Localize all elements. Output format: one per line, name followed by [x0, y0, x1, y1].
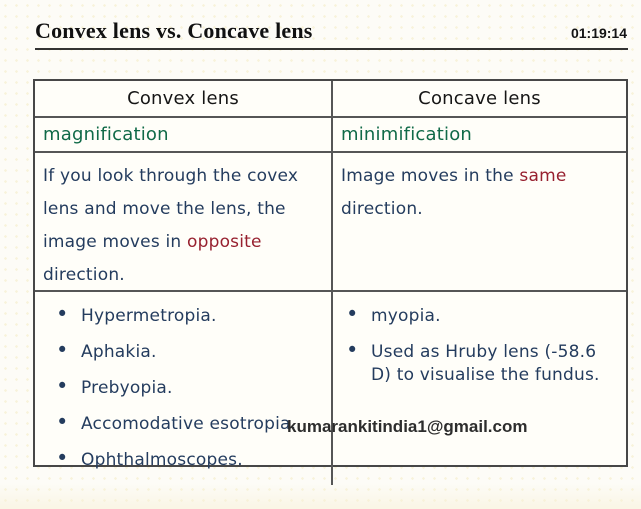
convex-behavior-highlight: opposite [187, 232, 262, 252]
convex-keyword: magnification [35, 118, 333, 153]
list-item: • Used as Hruby lens (-58.6 D) to visualise the fundus. [333, 341, 626, 387]
title-underline [35, 48, 628, 50]
convex-uses-cell [35, 292, 333, 485]
concave-behavior-post: direction. [341, 199, 423, 219]
concave-behavior-highlight: same [519, 166, 567, 186]
convex-behavior-post: direction. [43, 265, 125, 285]
concave-behavior-pre: Image moves in the [341, 166, 520, 186]
list-item: • Accomodative esotropia. [35, 413, 331, 436]
video-timestamp: 01:19:14 [570, 25, 627, 41]
convex-uses-list [35, 305, 331, 472]
list-item: • myopia. [333, 305, 626, 328]
list-item: • Ophthalmoscopes. [35, 449, 331, 472]
list-item: • Prebyopia. [35, 377, 331, 400]
column-header-concave: Concave lens [333, 81, 626, 118]
concave-uses-list [333, 305, 626, 387]
email-watermark: kumarankitindia1@gmail.com [287, 417, 528, 436]
list-item: • Aphakia. [35, 341, 331, 364]
concave-behavior-text [333, 153, 626, 292]
page-title: Convex lens vs. Concave lens [35, 18, 313, 43]
concave-uses-cell [333, 292, 626, 485]
convex-behavior-text [35, 153, 333, 292]
concave-keyword: minimification [333, 118, 626, 153]
list-item: • Hypermetropia. [35, 305, 331, 328]
comparison-table [33, 79, 628, 470]
convex-behavior-pre: If you look through the covex lens and move the lens, the image moves in [43, 166, 299, 252]
column-header-convex: Convex lens [35, 81, 333, 118]
